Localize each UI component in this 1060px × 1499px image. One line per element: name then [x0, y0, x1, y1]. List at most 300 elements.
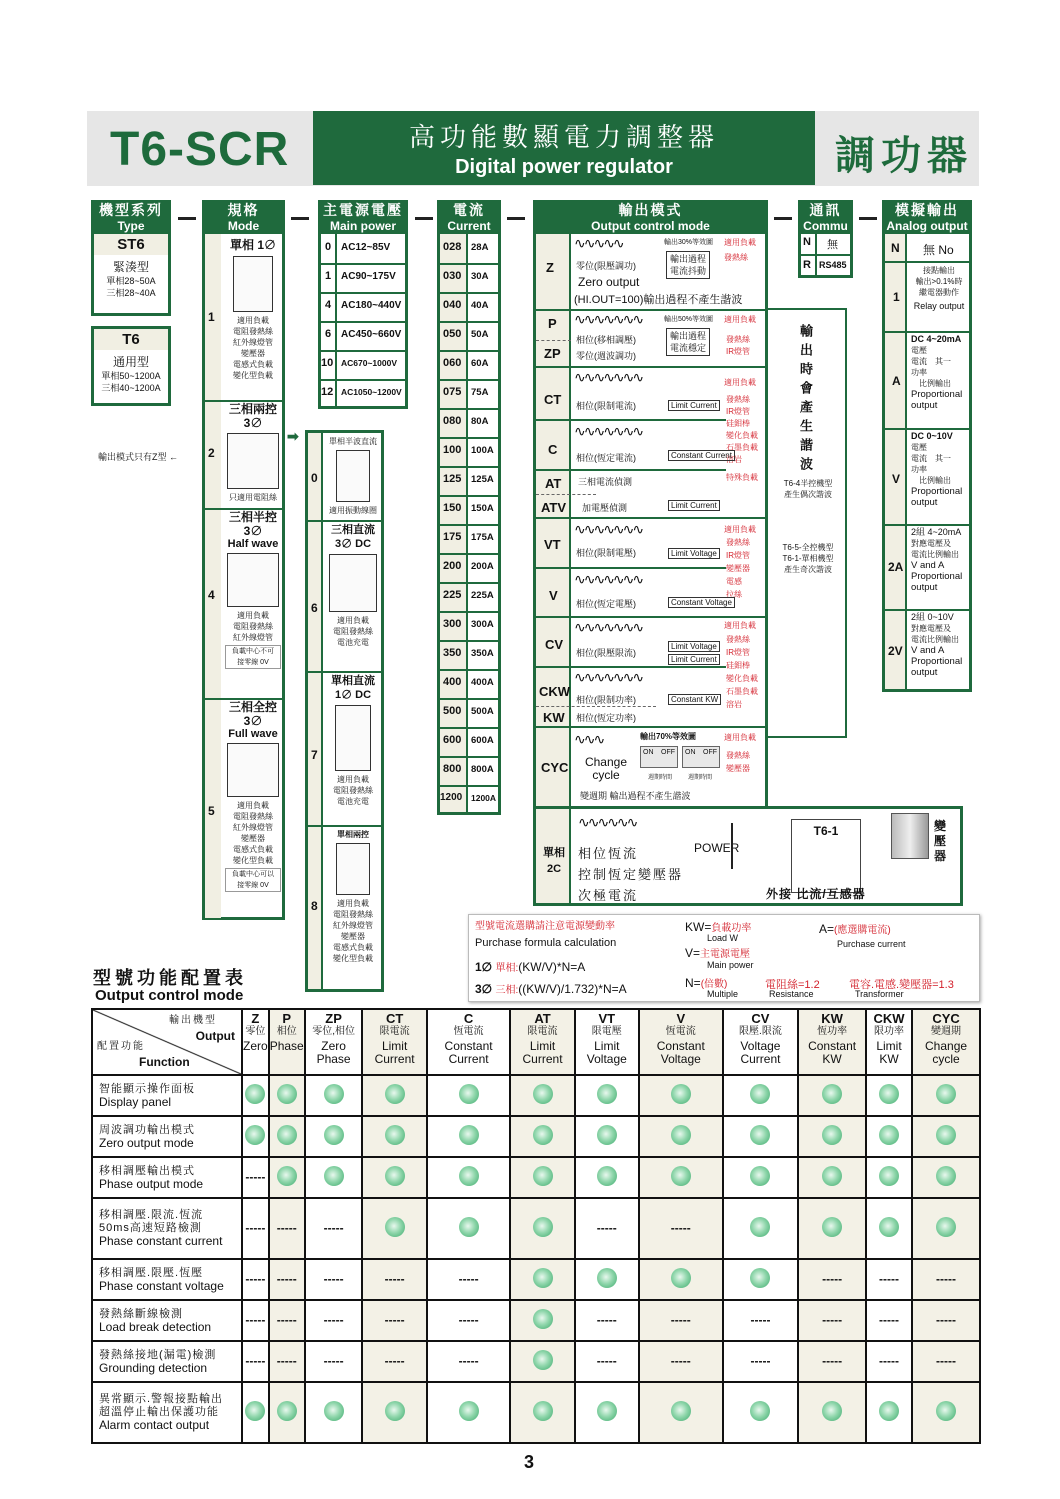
- not-supported: -----: [866, 1300, 912, 1341]
- dc-mode-code: 8: [311, 899, 318, 913]
- green-dot-icon: [671, 1401, 691, 1421]
- function-label: 移相調壓輸出模式 Phase output mode: [92, 1157, 242, 1198]
- green-dot-icon: [459, 1166, 479, 1186]
- green-dot-icon: [533, 1309, 553, 1329]
- main-power-value: AC450~660V: [341, 329, 402, 340]
- function-label: 移相調壓.限流.恆流 50ms高速短路檢測 Phase constant current: [92, 1198, 242, 1259]
- current-code: 350: [443, 647, 462, 659]
- type-st6: ST6 緊湊型 單相28~50A 三相28~40A: [91, 234, 171, 316]
- supported-dot: [866, 1157, 912, 1198]
- green-dot-icon: [879, 1217, 899, 1237]
- green-dot-icon: [277, 1166, 297, 1186]
- column-header-p: P 相位 Phase: [269, 1009, 305, 1075]
- not-supported: -----: [723, 1341, 799, 1382]
- green-dot-icon: [936, 1401, 956, 1421]
- table-row: [92, 1259, 980, 1300]
- green-dot-icon: [822, 1084, 842, 1104]
- dc-mode-code: 0: [311, 471, 318, 485]
- green-dot-icon: [671, 1268, 691, 1288]
- dc-mode-column: [305, 430, 384, 992]
- current-value: 225A: [471, 590, 494, 601]
- green-dot-icon: [822, 1125, 842, 1145]
- output-mode-header: 輸出模式 Output control mode: [533, 200, 768, 234]
- not-supported: -----: [242, 1341, 269, 1382]
- function-label: 異常顯示.警報接點輸出 超溫停止輸出保護功能 Alarm contact output: [92, 1382, 242, 1443]
- main-power-code: 1: [325, 270, 332, 282]
- mode-code: 5: [208, 804, 215, 818]
- supported-dot: [510, 1382, 574, 1443]
- current-value: 175A: [471, 532, 494, 543]
- function-label: 周波調功輸出模式 Zero output mode: [92, 1116, 242, 1157]
- supported-dot: [269, 1116, 305, 1157]
- column-header-cv: CV 限壓.限流 Voltage Current: [723, 1009, 799, 1075]
- supported-dot: [510, 1259, 574, 1300]
- current-code: 150: [443, 502, 462, 514]
- not-supported: -----: [639, 1198, 723, 1259]
- not-supported: -----: [305, 1259, 363, 1300]
- supported-dot: [912, 1382, 980, 1443]
- not-supported: -----: [427, 1341, 511, 1382]
- function-label: 發熱絲接地(漏電)檢測 Grounding detection: [92, 1341, 242, 1382]
- not-supported: -----: [269, 1259, 305, 1300]
- supported-dot: [866, 1198, 912, 1259]
- commu-table: N 無 R RS485: [798, 234, 853, 278]
- supported-dot: [798, 1075, 866, 1116]
- right-title: 調功器: [835, 134, 973, 178]
- not-supported: -----: [305, 1300, 363, 1341]
- supported-dot: [723, 1382, 799, 1443]
- supported-dot: [575, 1259, 639, 1300]
- not-supported: -----: [798, 1300, 866, 1341]
- current-code: 028: [443, 241, 462, 253]
- not-supported: -----: [427, 1259, 511, 1300]
- supported-dot: [269, 1382, 305, 1443]
- current-code: 030: [443, 270, 462, 282]
- supported-dot: [575, 1075, 639, 1116]
- sine-wave-icon: ∿∿∿∿∿∿: [578, 815, 637, 831]
- not-supported: -----: [798, 1259, 866, 1300]
- not-supported: -----: [242, 1259, 269, 1300]
- supported-dot: [639, 1116, 723, 1157]
- mode-item-2: 三相兩控 3∅ 只適用電阻絲: [228, 402, 277, 502]
- current-value: 1200A: [471, 793, 497, 803]
- green-dot-icon: [533, 1084, 553, 1104]
- commu-header: 通訊 Commu: [798, 200, 853, 234]
- green-dot-icon: [936, 1084, 956, 1104]
- supported-dot: [723, 1198, 799, 1259]
- not-supported: -----: [723, 1300, 799, 1341]
- mode-item-5: 三相全控 3∅ Full wave 適用負載 電阻發熱絲 紅外線燈管 變壓器 電感式負載 變化型負載 負載中心可以 接零線 0V: [223, 700, 283, 894]
- circuit-diagram-icon: [336, 843, 370, 895]
- current-value: 80A: [471, 416, 489, 427]
- supported-dot: [305, 1157, 363, 1198]
- not-supported: -----: [242, 1157, 269, 1198]
- table-row: [92, 1382, 980, 1443]
- not-supported: -----: [362, 1300, 426, 1341]
- supported-dot: [723, 1157, 799, 1198]
- green-dot-icon: [324, 1084, 344, 1104]
- dc-mode-code: 6: [311, 601, 318, 615]
- not-supported: -----: [242, 1198, 269, 1259]
- current-code: 125: [443, 473, 462, 485]
- green-dot-icon: [533, 1166, 553, 1186]
- mode-item-4: 三相半控 3∅ Half wave 適用負載 電阻發熱絲 紅外線燈管 負載中心不可 接零線 0V: [223, 510, 283, 671]
- green-dot-icon: [324, 1125, 344, 1145]
- green-dot-icon: [597, 1268, 617, 1288]
- not-supported: -----: [269, 1198, 305, 1259]
- green-dot-icon: [936, 1217, 956, 1237]
- supported-dot: [242, 1075, 269, 1116]
- supported-dot: [912, 1075, 980, 1116]
- circuit-diagram-icon: [329, 554, 377, 612]
- supported-dot: [362, 1075, 426, 1116]
- current-value: 600A: [471, 735, 494, 746]
- green-dot-icon: [750, 1166, 770, 1186]
- green-dot-icon: [324, 1401, 344, 1421]
- green-dot-icon: [750, 1401, 770, 1421]
- not-supported: -----: [305, 1198, 363, 1259]
- mode-code-z: Z: [546, 260, 554, 275]
- supported-dot: [427, 1198, 511, 1259]
- current-code: 060: [443, 357, 462, 369]
- supported-dot: [798, 1157, 866, 1198]
- green-dot-icon: [459, 1084, 479, 1104]
- table-row: [92, 1341, 980, 1382]
- green-dot-icon: [671, 1125, 691, 1145]
- green-dot-icon: [597, 1401, 617, 1421]
- supported-dot: [723, 1259, 799, 1300]
- not-supported: -----: [912, 1341, 980, 1382]
- current-code: 200: [443, 560, 462, 572]
- current-table: [437, 234, 501, 815]
- supported-dot: [242, 1116, 269, 1157]
- green-dot-icon: [936, 1166, 956, 1186]
- main-power-table: [318, 234, 408, 409]
- supported-dot: [305, 1116, 363, 1157]
- supported-dot: [427, 1157, 511, 1198]
- main-power-code: 10: [321, 357, 334, 369]
- dc-mode-item-7: 單相直流 1∅ DC 適用負載 電阻發熱絲 電池充電: [331, 675, 375, 806]
- current-value: 800A: [471, 764, 494, 775]
- supported-dot: [362, 1157, 426, 1198]
- green-dot-icon: [459, 1125, 479, 1145]
- model-title: T6-SCR: [110, 123, 290, 176]
- current-code: 080: [443, 415, 462, 427]
- formula-box: 型號電流選購請注意電源變動率 Purchase formula calculation 1∅ 單相:(KW/V)*N=A 3∅ 三相:((KW/V)/1.732)*N=A KW=負載功率 Load W V=主電源電壓 Main power N=(倍數) Multiple 電阻絲=1.2 Resistance 電容.電感.變壓器=1.3 Transformer A=(應選購電流) Purchase current: [468, 914, 980, 1002]
- sine-wave-icon: ∿∿∿∿∿∿∿: [574, 620, 643, 636]
- green-dot-icon: [671, 1166, 691, 1186]
- green-dot-icon: [385, 1125, 405, 1145]
- supported-dot: [269, 1075, 305, 1116]
- current-value: 400A: [471, 677, 494, 688]
- mode-note-z-only: 輸出模式只有Z型 ←: [98, 452, 178, 462]
- supported-dot: [639, 1382, 723, 1443]
- current-value: 100A: [471, 445, 494, 456]
- supported-dot: [427, 1382, 511, 1443]
- current-value: 40A: [471, 300, 489, 311]
- green-dot-icon: [385, 1217, 405, 1237]
- current-code: 075: [443, 386, 462, 398]
- separator-dash: [178, 217, 196, 220]
- power-label: POWER: [694, 841, 740, 855]
- dc-mode-item-6: 三相直流 3∅ DC 適用負載 電阻發熱絲 電池充電: [331, 524, 375, 647]
- current-value: 300A: [471, 619, 494, 630]
- green-dot-icon: [277, 1125, 297, 1145]
- sine-wave-icon: ∿∿∿∿∿∿∿: [574, 670, 643, 686]
- not-supported: -----: [866, 1341, 912, 1382]
- column-header-ckw: CKW 限功率 Limit KW: [866, 1009, 912, 1075]
- main-power-value: AC12~85V: [341, 242, 391, 253]
- column-header-vt: VT 限電壓 Limit Voltage: [575, 1009, 639, 1075]
- not-supported: -----: [639, 1341, 723, 1382]
- supported-dot: [510, 1157, 574, 1198]
- not-supported: -----: [912, 1259, 980, 1300]
- not-supported: -----: [798, 1341, 866, 1382]
- supported-dot: [427, 1116, 511, 1157]
- title-en: Digital power regulator: [455, 156, 673, 178]
- sine-wave-icon: ∿∿∿∿∿∿∿: [574, 424, 643, 440]
- current-code: 1200: [440, 792, 463, 803]
- supported-dot: [723, 1116, 799, 1157]
- mode-column: [202, 234, 285, 920]
- table-row: [92, 1157, 980, 1198]
- supported-dot: [723, 1075, 799, 1116]
- analog-table: N 無 No 1 接點輸出 輸出>0.1%時 繼電器動作 Relay output A DC 4~20mA 電壓 電流 其一 功率 比例輸出 Proportional output V DC 0~10V 電壓 電流 其一 功率 比例輸出 Proportional output 2A 2組 4~20mA 對應電壓及 電流比例輸出 V and A Proportional output 2V 2組 0~10V 對應電壓及 電流比例輸出 V and A Proportional output: [882, 234, 972, 692]
- t6-1-device: T6-1: [791, 819, 861, 893]
- green-dot-icon: [879, 1125, 899, 1145]
- separator-dash: [291, 217, 309, 220]
- page-number: 3: [524, 1452, 535, 1472]
- green-dot-icon: [459, 1401, 479, 1421]
- circuit-diagram-icon: [227, 743, 279, 797]
- green-dot-icon: [245, 1401, 265, 1421]
- harmonics-note: 輸出時會產生諧波 T6-4半控機型 產生偶次諧波 T6-5-全控機型 T6-1-單相機型 產生奇次諧波: [768, 308, 847, 738]
- not-supported: -----: [362, 1341, 426, 1382]
- green-dot-icon: [671, 1084, 691, 1104]
- table-row: [92, 1116, 980, 1157]
- supported-dot: [639, 1259, 723, 1300]
- table-row: [92, 1075, 980, 1116]
- current-value: 125A: [471, 474, 494, 485]
- supported-dot: [305, 1075, 363, 1116]
- not-supported: -----: [362, 1259, 426, 1300]
- not-supported: -----: [305, 1341, 363, 1382]
- green-dot-icon: [533, 1268, 553, 1288]
- column-header-ct: CT 限電流 Limit Current: [362, 1009, 426, 1075]
- green-dot-icon: [936, 1125, 956, 1145]
- type-header: 機型系列 Type: [91, 200, 171, 234]
- green-dot-icon: [822, 1217, 842, 1237]
- column-header-at: AT 限電流 Limit Current: [510, 1009, 574, 1075]
- table-row: [92, 1300, 980, 1341]
- output-mode-table: Z ∿∿∿∿∿ 輸出30%等效圖 適用負載 發熱絲 零位(限壓調功) 輸出過程 電流抖動 Zero output (HI.OUT=100)輸出過程不產生諧波 P ZP ∿∿∿∿∿∿∿ 輸出50%等效圖 相位(移相調壓) 零位(週波調功) 輸出過程 電流穩定 適用負載 發熱絲 IR燈管 CT ∿∿∿∿∿∿∿ 相位(限制電流) Limit Current 適用負載 發熱絲 IR燈管 硅鉬棒 變化負載 石墨負載 溶岩 特殊負載 C ∿∿∿∿∿∿∿ 相位(恆定電流) Constant Current AT ATV 三相電流偵測 加電壓偵測 Limit Current VT ∿∿∿∿∿∿∿ 相位(限制電壓) Limit Voltage 適用負載 發熱絲 IR燈管 變壓器 電感 拉絲 V ∿∿∿∿∿∿∿ 相位(恆定電壓) Constant Voltage CV ∿∿∿∿∿∿∿ 相位(限壓限流) Limit Voltage Limit Current 適用負載 發熱絲 IR燈管 硅鉬棒 變化負載 石墨負載 溶岩 CKW KW ∿∿∿∿∿∿∿ 相位(限制功率) 相位(恆定功率) Constant KW CYC ∿∿∿ 輸出70%等效圖 ON OFF ON OFF 週期時間 週期時間 Change cycle 變週期 輸出過程不產生諧波 適用負載 發熱絲 變壓器: [533, 234, 768, 810]
- supported-dot: [575, 1116, 639, 1157]
- green-dot-icon: [385, 1401, 405, 1421]
- circuit-diagram-icon: [227, 433, 279, 489]
- dc-mode-item-8: 單相兩控 適用負載 電阻發熱絲 紅外線燈管 變壓器 電感式負載 變化型負載: [333, 830, 373, 963]
- green-dot-icon: [750, 1125, 770, 1145]
- supported-dot: [866, 1116, 912, 1157]
- green-dot-icon: [245, 1084, 265, 1104]
- main-power-code: 4: [325, 299, 332, 311]
- green-dot-icon: [822, 1166, 842, 1186]
- supported-dot: [798, 1382, 866, 1443]
- main-power-value: AC1050~1200V: [341, 387, 402, 397]
- config-title-zh: 型號功能配置表: [93, 968, 247, 988]
- main-power-code: 12: [321, 386, 334, 398]
- not-supported: -----: [575, 1341, 639, 1382]
- mode-item-1: 單相 1∅ 適用負載 電阻發熱絲 紅外線燈管 變壓器 電感式負載 變化型負載: [229, 238, 276, 380]
- supported-dot: [305, 1382, 363, 1443]
- main-power-code: 6: [325, 328, 332, 340]
- supported-dot: [242, 1382, 269, 1443]
- green-dot-icon: [385, 1084, 405, 1104]
- output-mode-2c: 單相 2C ∿∿∿∿∿∿ 相位恆流 控制恆定變壓器 次極電流 POWER T6-1 變壓器 外接 比流/互感器: [533, 806, 963, 906]
- not-supported: -----: [912, 1300, 980, 1341]
- sine-wave-icon: ∿∿∿: [574, 732, 604, 748]
- green-dot-icon: [385, 1166, 405, 1186]
- circuit-diagram-icon: [336, 450, 370, 502]
- green-dot-icon: [533, 1350, 553, 1370]
- not-supported: -----: [242, 1300, 269, 1341]
- supported-dot: [510, 1075, 574, 1116]
- green-dot-icon: [879, 1084, 899, 1104]
- circuit-diagram-icon: [233, 256, 273, 312]
- not-supported: -----: [269, 1341, 305, 1382]
- current-value: 200A: [471, 561, 494, 572]
- supported-dot: [362, 1116, 426, 1157]
- not-supported: -----: [575, 1198, 639, 1259]
- separator-dash: [507, 217, 525, 220]
- dc-mode-item-0: 單相半波直流 適用振動線圈: [329, 437, 377, 515]
- supported-dot: [510, 1341, 574, 1382]
- current-code: 300: [443, 618, 462, 630]
- function-label: 發熱絲斷線檢測 Load break detection: [92, 1300, 242, 1341]
- supported-dot: [912, 1116, 980, 1157]
- current-value: 60A: [471, 358, 489, 369]
- current-code: 225: [443, 589, 462, 601]
- current-code: 100: [443, 444, 462, 456]
- function-label: 移相調壓.限壓.恆壓 Phase constant voltage: [92, 1259, 242, 1300]
- sine-wave-icon: ∿∿∿∿∿∿∿: [574, 522, 643, 538]
- green-dot-icon: [822, 1401, 842, 1421]
- not-supported: -----: [639, 1300, 723, 1341]
- not-supported: -----: [866, 1259, 912, 1300]
- green-dot-icon: [324, 1166, 344, 1186]
- green-dot-icon: [597, 1084, 617, 1104]
- circuit-diagram-icon: [227, 553, 279, 607]
- separator-dash: [774, 217, 792, 220]
- green-dot-icon: [879, 1166, 899, 1186]
- current-code: 500: [443, 705, 462, 717]
- green-dot-icon: [533, 1125, 553, 1145]
- current-code: 400: [443, 676, 462, 688]
- current-code: 800: [443, 763, 462, 775]
- current-code: 600: [443, 734, 462, 746]
- supported-dot: [798, 1116, 866, 1157]
- mode-code: 2: [208, 446, 215, 460]
- current-value: 350A: [471, 648, 494, 659]
- transformer-icon: [891, 813, 929, 859]
- current-value: 30A: [471, 271, 489, 282]
- supported-dot: [427, 1075, 511, 1116]
- mode-code: 1: [208, 310, 215, 324]
- column-header-kw: KW 恆功率 Constant KW: [798, 1009, 866, 1075]
- type-t6: T6 通用型 單相50~1200A 三相40~1200A: [91, 326, 171, 406]
- mode-code: 4: [208, 588, 215, 602]
- power-switch-icon: [731, 823, 781, 869]
- corner-header: 輸出機型 Output 配置功能 Function: [92, 1009, 242, 1075]
- supported-dot: [912, 1157, 980, 1198]
- sine-wave-icon: ∿∿∿∿∿∿∿: [574, 370, 643, 386]
- not-supported: -----: [427, 1300, 511, 1341]
- green-dot-icon: [245, 1125, 265, 1145]
- current-code: 050: [443, 328, 462, 340]
- supported-dot: [912, 1198, 980, 1259]
- column-header-cyc: CYC 變週期 Change cycle: [912, 1009, 980, 1075]
- supported-dot: [798, 1198, 866, 1259]
- supported-dot: [362, 1198, 426, 1259]
- config-table: [91, 1008, 981, 1444]
- table-row: [92, 1198, 980, 1259]
- analog-header: 模擬輸出 Analog output: [882, 200, 972, 234]
- supported-dot: [362, 1382, 426, 1443]
- column-header-z: Z 零位 Zero: [242, 1009, 269, 1075]
- sine-wave-icon: ∿∿∿∿∿∿∿: [574, 312, 643, 328]
- green-dot-icon: [750, 1084, 770, 1104]
- title-zh: 高功能數顯電力調整器: [408, 122, 719, 152]
- main-power-value: AC180~440V: [341, 300, 402, 311]
- dc-mode-code: 7: [311, 748, 318, 762]
- supported-dot: [639, 1157, 723, 1198]
- current-value: 500A: [471, 706, 494, 717]
- current-header: 電流 Current: [437, 200, 501, 234]
- config-title-en: Output control mode: [95, 987, 244, 1004]
- function-label: 智能顯示操作面板 Display panel: [92, 1075, 242, 1116]
- green-dot-icon: [750, 1217, 770, 1237]
- green-dot-icon: [277, 1084, 297, 1104]
- main-power-header: 主電源電壓 Main power: [318, 200, 408, 234]
- separator-dash: [415, 217, 433, 220]
- supported-dot: [510, 1300, 574, 1341]
- green-dot-icon: [533, 1217, 553, 1237]
- column-header-c: C 恆電流 Constant Current: [427, 1009, 511, 1075]
- not-supported: -----: [575, 1300, 639, 1341]
- main-power-value: AC90~175V: [341, 271, 396, 282]
- green-dot-icon: [750, 1268, 770, 1288]
- current-value: 75A: [471, 387, 489, 398]
- green-dot-icon: [533, 1401, 553, 1421]
- green-dot-icon: [879, 1401, 899, 1421]
- supported-dot: [510, 1198, 574, 1259]
- circuit-diagram-icon: [335, 705, 371, 771]
- supported-dot: [510, 1116, 574, 1157]
- title-block: [313, 111, 815, 185]
- main-power-code: 0: [325, 241, 332, 253]
- column-header-v: V 恆電流 Constant Voltage: [639, 1009, 723, 1075]
- green-dot-icon: [277, 1401, 297, 1421]
- main-power-value: AC670~1000V: [341, 358, 398, 368]
- current-value: 28A: [471, 242, 489, 253]
- current-value: 150A: [471, 503, 494, 514]
- sine-wave-icon: ∿∿∿∿∿: [574, 236, 623, 252]
- supported-dot: [575, 1157, 639, 1198]
- separator-dash: [859, 217, 877, 220]
- supported-dot: [269, 1157, 305, 1198]
- arrow-right-icon: ➡: [287, 428, 299, 444]
- green-dot-icon: [459, 1217, 479, 1237]
- green-dot-icon: [597, 1166, 617, 1186]
